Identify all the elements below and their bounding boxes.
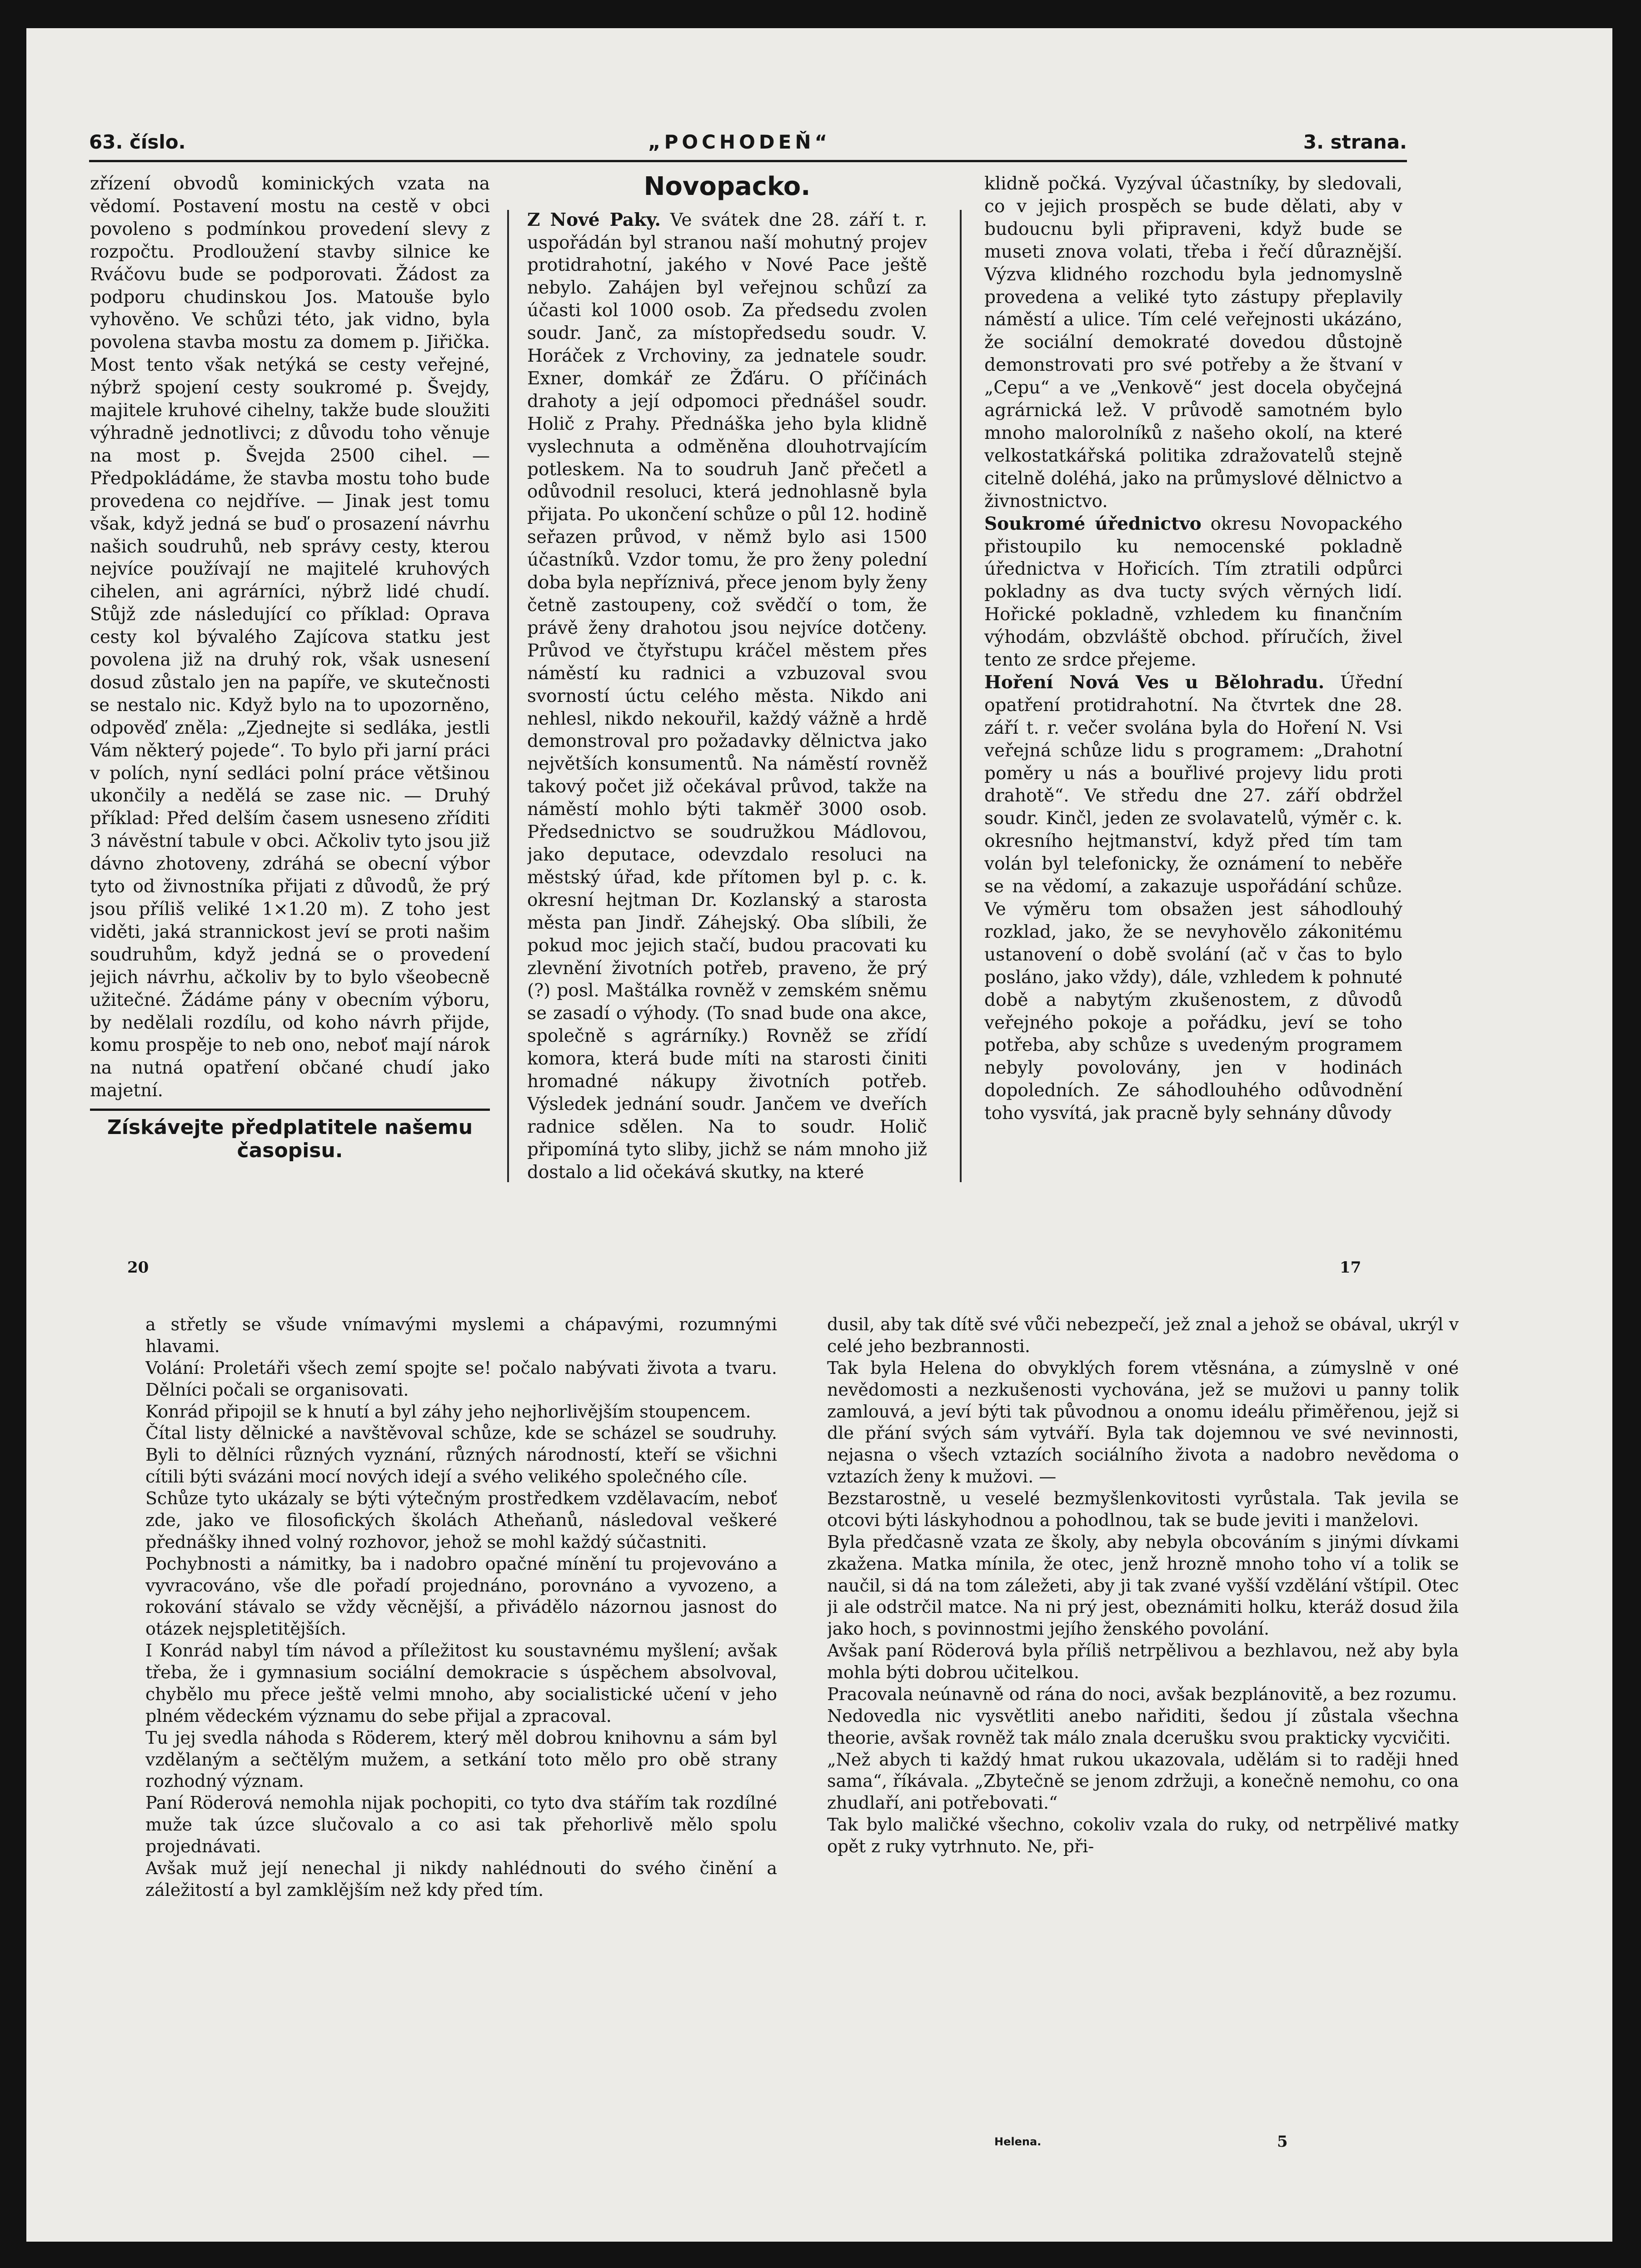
book-page-number-right: 17	[1340, 1258, 1362, 1277]
article-column-1	[90, 173, 490, 1195]
running-header	[89, 131, 1407, 163]
book-page-right: dusil, aby tak dítě své vůči nebezpečí, jež znal a jehož se obával, ukrýl v celé jeho bezbrannosti. Tak byla Helena do obvyklých forem vtěsnána, a zúmyslně v oné nevědomosti a nezkušenosti vychována, jež se mužovi u panny tolik zamlouvá, a jeví býti tak původnou a onomu ideálu přiměřenou, jejž si dle přání svých sám vytváří. Byla tak dojemnou ve své nevinnosti, nejasna o všech vztazích sociálního života a nadobro nevědoma o vztazích ženy k mužovi. — Bezstarostně, u veselé bezmyšlenkovitosti vyrůstala. Tak jevila se otcovi býti láskyhodnou a pohodlnou, tak se bude jeviti i manželovi. Byla předčasně vzata ze školy, aby nebyla obcováním s jinými dívkami zkažena. Matka mínila, že otec, jenž hrozně mnoho toho ví a tolik se naučil, si dá na tom záležeti, aby ji tak zvané vyšší vzdělání vštípil. Otec ji ale odstrčil matce. Na ni prý jest, obeznámiti holku, kteráž dosud žila jako hoch, s povinnostmi jejího ženského povolání. Avšak paní Röderová byla příliš netrpělivou a bezhlavou, než aby byla mohla býti dobrou učitelkou. Pracovala neúnavně od rána do noci, avšak bezplánovitě, a bez rozumu. Nedovedla nic vysvětliti anebo nařiditi, šedou jí zůstala všechna theorie, avšak rovněž tak málo znala dcerušku svou prakticky vycvičiti. „Než abych ti každý hmat rukou ukazovala, udělám si to raději hned sama“, říkávala. „Zbytečně se jenom zdržuji, a konečně nemohu, co ona zhudlaří, ani potřebovati.“ Tak bylo maličké všechno, cokoliv vzala do ruky, od netrpělivé matky opět z ruky vytrhnuto. Ne, při-	[827, 1314, 1459, 1856]
issue-number: 63. číslo.	[89, 131, 186, 153]
report-subheading-3: Hoření Nová Ves u Bělohradu.	[984, 671, 1325, 693]
column-2-text: Ve svátek dne 28. září t. r. uspořádán byl stranou naší mohutný projev protidrahotní, jakého v Nové Pace ještě nebylo. Zahájen byl veřejnou schůzí za účasti kol 1000 osob. Za předsedu zvolen soudr. Janč, za místopředsedu soudr. V. Horáček z Vrchoviny, za jednatele soudr. Exner, domkář ze Žďáru. O příčinách drahoty a její odpomoci přednášel soudr. Holič z Prahy. Přednáška jeho byla klidně vyslechnuta a odměněna dlouhotrvajícím potleskem. Na to soudruh Janč přečetl a odůvodnil resoluci, která jednohlasně byla přijata. Po ukončení schůze o půl 12. hodině seřazen průvod, v němž bylo asi 1500 účastníků. Vzdor tomu, že pro ženy polední doba byla nepříznivá, přece jenom byly ženy četně zastoupeny, což svědčí o tom, že právě ženy drahotou jsou nejvíce dotčeny. Průvod ve čtyřstupu kráčel městem přes náměstí ku radnici a vzbuzoval svou svorností úctu celého města. Nikdo ani nehlesl, nikdo nekouřil, každý vážně a hrdě demonstroval pro požadavky dělnictva jako největších konsumentů. Na náměstí rovněž takový počet již očekával průvod, takže na náměstí mohlo býti takměř 3000 osob. Předsednictvo se soudružkou Mádlovou, jako deputace, odevzdalo resoluci na městský úřad, kde přítomen byl p. c. k. okresní hejtman Dr. Kozlanský a starosta města pan Jindř. Záhejský. Oba slíbili, že pokud moc jejich stačí, budou pracovati ku zlevnění životních potřeb, praveno, že prý (?) posl. Maštálka rovněž v zemském sněmu se zasadí o výhody. (To snad bude ona akce, společně s agrárníky.) Rovněž se zřídí komora, která bude míti na starosti činiti hromadné nákupy životních potřeb. Výsledek jednání soudr. Jančem ve dveřích radnice sdělen. Na to soudr. Holič připomíná tyto sliby, jichž se nám mnoho již dostalo a lid očekává skutky, na které	[527, 209, 927, 1183]
book-page-left: a střetly se všude vnímavými myslemi a chápavými, rozumnými hlavami. Volání: Proletáři všech zemí spojte se! počalo nabývati života a tvaru. Dělníci počali se organisovati. Konrád připojil se k hnutí a byl záhy jeho nejhorlivějším stoupencem. Čítal listy dělnické a navštěvoval schůze, kde se scházel se soudruhy. Byli to dělníci různých vyznání, různých národností, kteří se všichni cítili býti svázáni mocí nových idejí a svého velikého společného cíle. Schůze tyto ukázaly se býti výtečným prostředkem vzdělavacím, neboť zde, jako ve filosofických školách Atheňanů, následoval veškeré přednášky ihned volný rozhovor, jehož se mohl každý súčastniti. Pochybnosti a námitky, ba i nadobro opačné mínění tu projevováno a vyvracováno, vše dle pořadí projednáno, porovnáno a vyvozeno, a rokování stávalo se vždy věcnější, a přivádělo názornou jasnost do otázek nejspletitějších. I Konrád nabyl tím návod a příležitost ku soustavnému myšlení; avšak třeba, že i gymnasium sociální demokracie s úspěchem absolvoval, chybělo mu přece ještě velmi mnoho, aby socialistické učení v jeho plném vědeckém významu do sebe přijal a zpracoval. Tu jej svedla náhoda s Röderem, který měl dobrou knihovnu a sám byl vzdělaným a sečtělým mužem, a setkání toto mělo pro obě strany rozhodný význam. Paní Röderová nemohla nijak pochopiti, co tyto dva stářím tak rozdílné muže tak úzce slučovalo a co asi tak přehorlivě mělo spolu projednávati. Avšak muž její nenechal ji nikdy nahlédnouti do svého činění a záležitostí a byl zamklějším než kdy před tím.	[145, 1314, 777, 1900]
page-label: 3. strana.	[1303, 131, 1407, 153]
report-subheading-2: Soukromé úřednictvo	[984, 513, 1202, 534]
promo-rule	[90, 1109, 490, 1111]
article-column-2	[527, 173, 927, 1195]
column-3-text-1: klidně počká. Vyzýval účastníky, by sledovali, co v jejich prospěch se bude dělati, aby v budoucnu byli připraveni, když bude se museti znova volati, třeba i řečí důraznější. Výzva klidného rozchodu byla jednomyslně provedena a veliké tyto zástupy přeplavily náměstí a ulice. Tím celé veřejnosti ukázáno, že sociální demokraté dovedou důstojně demonstrovati pro své potřeby a že štvaní v „Cepu“ a ve „Venkově“ jest docela obyčejná agrárnická lež. V průvodě samotném bylo mnoho malorolníků z našeho okolí, na které velkostatkářská politika zdražovatelů stejně citelně doléhá, jako na průmyslové dělnictvo a živnostnictvo.	[984, 174, 1402, 512]
subscription-appeal: Získávejte předplatitele našemu časopisu.	[107, 1116, 473, 1162]
book-footer-number: 5	[1277, 2133, 1288, 2151]
column-3-text-2: okresu Novopackého přistoupilo ku nemocenské pokladně úřednictva v Hořicích. Tím ztratili odpůrci pokladny as dva tucty svých věrných lidí. Hořické pokladně, vzhledem ku finančním výhodám, obzvláště obchod. příručích, živel tento ze srdce přejeme.	[984, 513, 1402, 671]
column-divider-2	[960, 210, 962, 1182]
scanned-sheet	[26, 28, 1612, 2242]
column-3-text-3: Úřední opatření protidrahotní. Na čtvrtek dne 28. září t. r. večer svolána byla do Hoření N. Vsi veřejná schůze lidu s programem: „Drahotní poměry u nás a bouřlivé projevy lidu proti drahotě“. Ve středu dne 27. září obdržel soudr. Kinčl, jeden ze svolavatelů, výměr c. k. okresního hejtmanství, když před tím tam volán byl telefonicky, že oznámení to neběře se na vědomí, a zakazuje uspořádání schůze. Ve výměru tom obsažen jest sáhodlouhý rozklad, jako, že se nevyhovělo zákonitému ustanovení o době svolání (ač v čas to bylo posláno, jako vždy), dále, vzhledem k pohnuté době a nabytým zkušenostem, z důvodů veřejného pokoje a pořádku, jeví se toho potřeba, aby schůze s uvedeným programem nebyly povolovány, jen v hodinách dopoledních. Ze sáhodlouhého odůvodnění toho vysvítá, jak pracně byly sehnány důvody	[984, 672, 1402, 1124]
report-subheading: Z Nové Paky.	[527, 209, 661, 230]
book-page-number-left: 20	[127, 1258, 149, 1277]
header-rule	[89, 160, 1407, 162]
section-title: Novopacko.	[643, 173, 811, 201]
article-column-3	[984, 173, 1402, 1195]
column-divider-1	[507, 210, 509, 1182]
column-1-text: zřízení obvodů kominických vzata na vědomí. Postavení mostu na cestě v obci povoleno s podmínkou provedení slevy z rozpočtu. Prodloužení stavby silnice ke Rváčovu bude se podporovati. Žádost za podporu chudinskou Jos. Matouše bylo vyhověno. Ve schůzi této, jak vidno, byla povolena stavba mostu za domem p. Jiřička. Most tento však netýká se cesty veřejné, nýbrž spojení cesty soukromé p. Švejdy, majitele kruhové cihelny, takže bude sloužiti výhradně jednotlivci; z důvodu toho věnuje na most p. Švejda 2500 cihel. — Předpokládáme, že stavba mostu toho bude provedena co nejdříve. — Jinak jest tomu však, když jedná se buď o prosazení návrhu našich soudruhů, neb správy cesty, kterou nejvíce používají ne majitelé kruhových cihelen, ani agrárníci, nýbrž lidé chudí. Stůjž zde následující co příklad: Oprava cesty kol bývalého Zajícova statku jest povolena již na druhý rok, však usnesení dosud zůstalo jen na papíře, ve skutečnosti se nestalo nic. Když bylo na to upozorněno, odpověď zněla: „Zjednejte si sedláka, jestli Vám některý pojede“. To bylo při jarní práci v polích, nyní sedláci polní práce většinou ukončily a nedělá se zase nic. — Druhý příklad: Před delším časem usneseno zříditi 3 návěstní tabule v obci. Ačkoliv tyto jsou již dávno zhotoveny, zdráhá se obecní výbor tyto od živnostníka přijati z důvodů, že prý jsou příliš veliké 1×1.20 m). Z toho jest viděti, jaká strannickost jeví se proti našim soudruhům, když jedná se o provedení jejich návrhu, ačkoliv by to bylo všeobecně užitečné. Žádáme pány v obecním výboru, by nedělali rozdílu, od koho návrh přijde, komu prospěje to neb ono, neboť mají nárok na nutná opatření občané chudí jako majetní.	[90, 174, 490, 1101]
book-footer-title: Helena.	[994, 2135, 1042, 2148]
masthead: „POCHODEŇ“	[648, 131, 831, 153]
